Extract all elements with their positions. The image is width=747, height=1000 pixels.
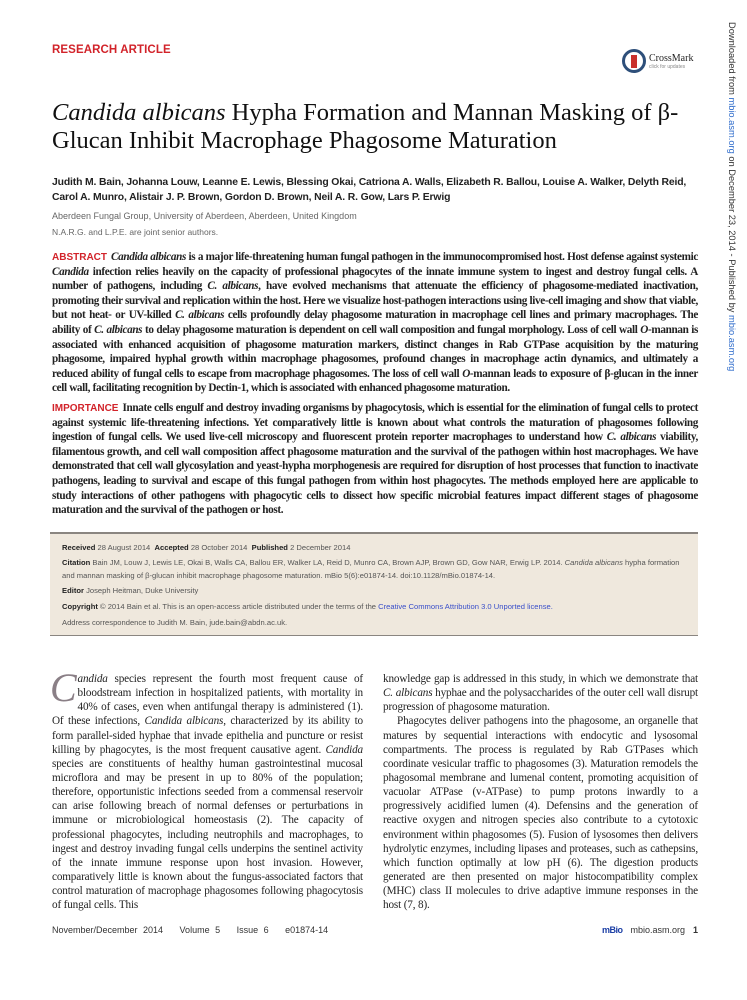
italic-term: O	[462, 367, 470, 380]
importance-text	[52, 402, 698, 516]
editor-name: Joseph Heitman, Duke University	[86, 586, 199, 596]
italic-term: Candida albicans	[111, 251, 186, 263]
text-run: is a major life-threatening human fungal pathogen in the immunocompromised host. Host defense against systemic	[186, 251, 698, 263]
mbio-logo: mBio	[601, 924, 623, 935]
italic-term: Candida	[52, 265, 89, 278]
title-rest: Hypha Formation and Mannan Masking of β-Glucan Inhibit Macrophage Phagosome Maturation	[52, 99, 679, 154]
body-column-right	[383, 672, 698, 913]
abstract-text	[52, 251, 698, 394]
importance-heading: IMPORTANCE	[52, 402, 119, 414]
page-number: 1	[692, 924, 698, 935]
site-link[interactable]: mbio.asm.org	[727, 315, 737, 372]
text-run: viability, filamentous growth, and cell wall composition affect phagosome maturation and the survival of the pathogen within host macrophages. We have demonstrated that cell wall glycosylation and yeast-hypha morphogenesis are required for disruption of host processes that function to inactivate pathogens, leading to survival and escape of this fungal pathogen from within host phagocytes. The methods employed here are applicable to study interactions of other pathogens with phagocytic cells to dissect how specific microbial features impact different stages of phagosome maturation and the survival of the pathogen or host.	[52, 431, 698, 517]
body-paragraph	[50, 664, 363, 912]
article-content	[52, 99, 698, 935]
copyright-row	[62, 601, 686, 613]
copyright-label: Copyright	[62, 602, 98, 611]
download-notice	[727, 22, 737, 371]
crossmark-sub: click for updates	[649, 63, 686, 70]
footer-site-link[interactable]: mbio.asm.org	[630, 924, 685, 935]
accepted-label: Accepted	[154, 542, 189, 552]
footer-right	[602, 925, 698, 935]
citation-label: Citation	[62, 558, 91, 568]
text-run: -mannan is associated with enhanced acquisition of phagosome maturation markers, distinct changes in Rab GTPase acquisition by the maturing phagosome, impaired hyphal growth within macrophage phagosomes, profound changes in macrophage actin dynamics, and ultimately a reduced ability of fungal cells to escape from macrophage phagosomes. The loss of cell wall	[52, 323, 698, 380]
footer-issue-info: November/December 2014 Volume 5 Issue 6 e01874-14	[52, 924, 329, 935]
download-notice-text: Downloaded from	[727, 22, 737, 98]
editor-row	[62, 585, 686, 597]
dates-row	[62, 542, 686, 554]
citation-text: Bain JM, Louw J, Lewis LE, Okai B, Walls CA, Ballou ER, Walker LA, Reid D, Munro CA, Brown AJP, Brown GD, Gow NAR, Erwig LP. 2014.	[92, 558, 565, 568]
article-type-label: RESEARCH ARTICLE	[52, 44, 171, 56]
italic-term: O	[640, 323, 649, 336]
abstract-heading: ABSTRACT	[52, 252, 107, 263]
text-run: to delay phagosome maturation is dependent on cell wall composition and fungal morphology. Loss of cell wall	[142, 323, 641, 336]
received-label: Received	[62, 542, 96, 552]
citation-text-end: hypha formation and mannan masking of β-glucan inhibit macrophage phagosome maturation. mBio 5(6):e01874-14. doi:10.1128/mBio.01874-14.	[62, 558, 680, 580]
text-run: cells profoundly delay phagosome maturation in macrophage cell lines and primary macrophages. The ability of	[52, 309, 698, 336]
author-list: Judith M. Bain, Johanna Louw, Leanne E. Lewis, Blessing Okai, Catriona A. Walls, Elizabeth R. Ballou, Louise A. Walker, Delyth Reid, Carol A. Munro, Alistair J. P. Brown, Gordon D. Brown, Neil A. R. Gow, Lars P. Erwig	[52, 177, 687, 203]
site-link[interactable]: mbio.asm.org	[727, 97, 737, 154]
italic-term: C. albicans	[207, 280, 259, 293]
text-run: infection relies heavily on the capacity of professional phagocytes of the innate immune system to ingest and destroy fungal cells. A number of pathogens, including	[52, 265, 698, 293]
italic-term: C. albicans	[175, 309, 225, 322]
text-run: -mannan leads to exposure of β-glucan in the inner cell wall, facilitating recognition by Dectin-1, which is associated with enhanced phagosome maturation.	[52, 367, 698, 395]
abstract	[52, 250, 698, 396]
copyright-text: © 2014 Bain et al. This is an open-access article distributed under the terms of the	[99, 602, 379, 611]
body-paragraph	[383, 672, 698, 714]
editor-label: Editor	[62, 586, 84, 596]
text-run: , characterized by its ability to form parallel-sided hyphae that invade epithelia and puncture or resist killing by phagocytes, is the most frequent causative agent.	[52, 715, 363, 756]
text-run: Phagocytes deliver pathogens into the phagosome, an organelle that matures by sequential interactions with endocytic and lysosomal compartments. The process is regulated by Rab GTPases which coordinate vesicular traffic to phagosomes (3). Maturation remodels the phagosomal membrane and lumenal content, promoting acquisition of vacuolar ATPase (v-ATPase) to pump protons inwardly to a progressively acidified lumen (4). Defensins and the generation of reactive oxygen and nitrogen species also contribute to a cytotoxic environment within phagosomes (5). Fusion of lysosomes then delivers hydrolytic enzymes, including lipases and proteases, such as cathepsins, which function optimally at low pH (6). The digestion products generated are then presented on major histocompatibility complex (MHC) class II molecules to drive adaptive immune responses in the host (7, 8).	[383, 715, 698, 912]
italic-term: C. albicans	[606, 431, 657, 444]
text-run: species are constituents of healthy human gastrointestinal mucosal microflora and may be present in up to 80% of the population; therefore, opportunistic infections seeded from a commensal reservoir can arise following breach of normal defenses or perturbations in immune or microbiological homeostasis (2). The capacity of professional phagocytes, including neutrophils and macrophages, to ingest and destroy invading fungal cells underpins the sentinel activity of the innate immune response upon host invasion. However, comparatively little is known about the fungus-associated factors that control maturation of macrophage phagosomes following phagocytosis of fungal cells. This	[52, 757, 363, 912]
italic-term: andida	[77, 672, 108, 685]
affiliation: Aberdeen Fungal Group, University of Aberdeen, Aberdeen, United Kingdom	[52, 211, 357, 221]
article-info-box	[50, 532, 698, 636]
text-run: , have evolved mechanisms that attenuate the efficiency of phagosome-mediated inactivation, promoting their survival and replication within the host. Here we visualize host-pathogen interactions using live-cell imaging and show that viable, but not heat- or UV-killed	[52, 280, 698, 322]
text-run: hyphae and the polysaccharides of the outer cell wall disrupt progression of phagosome maturation.	[383, 687, 698, 714]
license-link[interactable]: Creative Commons Attribution 3.0 Unported license.	[378, 602, 553, 611]
title-species: Candida albicans	[52, 99, 226, 126]
text-run: species represent the fourth most frequent cause of bloodstream infection in hospitalized patients, with mortality in 40% of cases, even when antifungal therapy is administered (1). Of these infections,	[52, 672, 363, 728]
download-notice-text: on December 23, 2014 - Published by	[727, 153, 737, 316]
drop-cap: C	[50, 664, 77, 710]
italic-term: C. albicans	[94, 323, 143, 336]
published-label: Published	[251, 542, 288, 552]
crossmark-icon	[622, 49, 646, 73]
crossmark-button[interactable]	[622, 46, 702, 76]
body-paragraph	[383, 714, 698, 912]
published-date: 2 December 2014	[290, 542, 351, 552]
italic-term: Candida albicans	[144, 715, 224, 728]
accepted-date: 28 October 2014	[190, 542, 248, 552]
text-run: Innate cells engulf and destroy invading organisms by phagocytosis, which is essential for the elimination of fungal cells to protect against systemic life-threatening infections. Yet comparatively little is known about what controls the maturation of phagosomes following ingestion of fungal cells. We used live-cell microscopy and fluorescent protein reporter macrophages to understand how	[52, 401, 698, 444]
citation-row	[62, 557, 686, 581]
correspondence: Address correspondence to Judith M. Bain, jude.bain@abdn.ac.uk.	[62, 617, 288, 627]
italic-term: Candida	[325, 743, 363, 756]
article-title	[52, 99, 702, 155]
text-run: knowledge gap is addressed in this study, in which we demonstrate that	[383, 672, 698, 685]
body-columns	[50, 664, 698, 913]
citation-species: Candida albicans	[564, 558, 623, 568]
body-column-left	[50, 664, 363, 913]
page-footer	[52, 925, 698, 935]
importance	[52, 401, 698, 518]
author-note: N.A.R.G. and L.P.E. are joint senior authors.	[52, 227, 219, 237]
received-date: 28 August 2014	[97, 542, 151, 552]
crossmark-label: CrossMark	[649, 52, 694, 64]
italic-term: C. albicans	[383, 687, 433, 700]
